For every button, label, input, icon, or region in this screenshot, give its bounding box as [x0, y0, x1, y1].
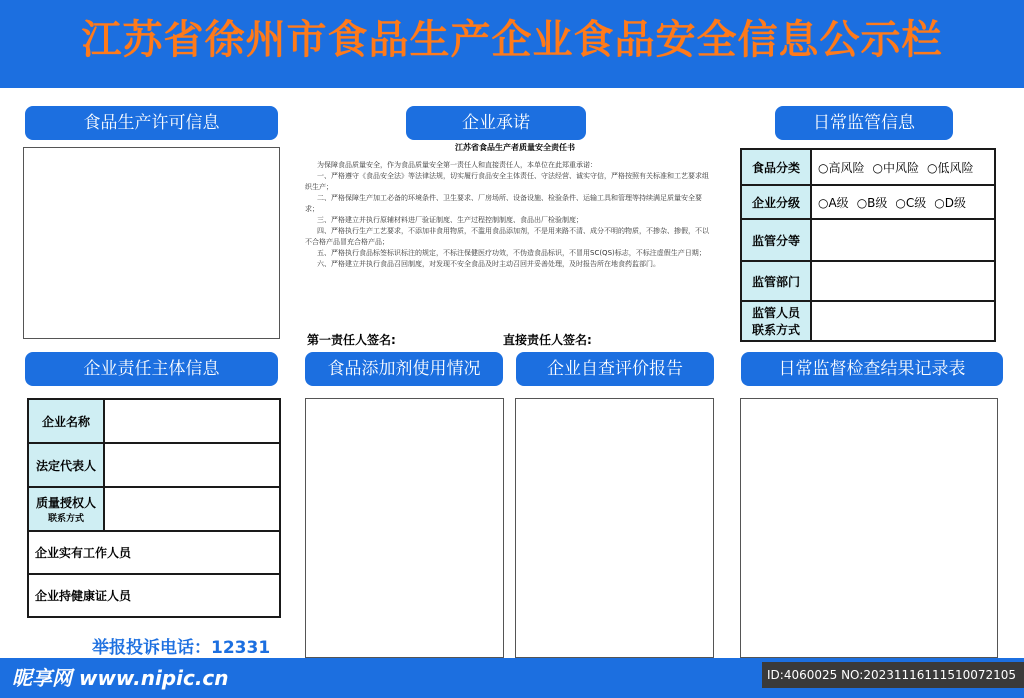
staff-value: [811, 301, 995, 341]
inspection-panel: [740, 398, 998, 658]
license-section-header: 食品生产许可信息: [25, 106, 278, 140]
supervision-table: [740, 148, 996, 342]
watermark-logo: 昵享网 www.nipic.cn: [12, 666, 229, 690]
level-label: 监管分等: [741, 219, 811, 261]
complaint-hotline: 举报投诉电话：12331: [92, 638, 271, 658]
grade-option[interactable]: ○B级: [856, 195, 888, 210]
promise-item: 二、严格保障生产加工必备的环境条件、卫生要求、厂房场所、设备设施、检验条件、运输工具和管理等持续满足质量安全要求；: [305, 194, 702, 213]
inspection-section-header: 日常监督检查结果记录表: [741, 352, 1003, 386]
supervision-section-header: 日常监管信息: [775, 106, 953, 140]
level-value: [811, 219, 995, 261]
category-options: [811, 149, 995, 185]
qa-label-sub: 联系方式: [47, 514, 84, 524]
sign-direct-label: 直接责任人签名:: [503, 333, 592, 347]
promise-section-header: 企业承诺: [406, 106, 586, 140]
legal-rep-value: [104, 443, 280, 487]
watermark-id: ID:4060025 NO:20231116111510072105: [762, 662, 1024, 688]
staff-count-label: 企业实有工作人员: [28, 531, 280, 574]
additives-section-header: 食品添加剂使用情况: [305, 352, 503, 386]
qa-label: [28, 487, 104, 531]
category-option[interactable]: ○低风险: [926, 160, 974, 175]
self-eval-panel: [515, 398, 714, 658]
entity-section-header: 企业责任主体信息: [25, 352, 278, 386]
license-panel: [23, 147, 280, 339]
legal-rep-label: 法定代表人: [28, 443, 104, 487]
entity-table: [27, 398, 281, 618]
promise-doc-title: 江苏省食品生产者质量安全责任书: [455, 143, 575, 152]
qa-value: [104, 487, 280, 531]
promise-item: 一、严格遵守《食品安全法》等法律法规，切实履行食品安全主体责任、守法经营、诚实守信，严格按照有关标准和工艺要求组织生产；: [305, 172, 709, 191]
dept-label: 监管部门: [741, 261, 811, 301]
promise-item: 五、严格执行食品标签标识标注的规定，不标注保健医疗功效，不伪造食品标识，不冒用SC(QS)标志，不标注虚假生产日期；: [317, 249, 706, 257]
grade-option[interactable]: ○A级: [818, 195, 849, 210]
sign-first-label: 第一责任人签名:: [307, 333, 396, 347]
entity-name-value: [104, 399, 280, 443]
qa-label-text: 质量授权人: [35, 496, 96, 510]
staff-label-sub: 联系方式: [751, 323, 800, 337]
grade-options: [811, 185, 995, 219]
promise-item: 六、严格建立并执行食品召回制度，对发现不安全食品及时主动召回并妥善处理，及时报告所在地食药监部门。: [317, 260, 660, 268]
promise-body: [305, 160, 710, 270]
health-cert-label: 企业持健康证人员: [28, 574, 280, 617]
grade-option[interactable]: ○D级: [934, 195, 966, 210]
grade-label: 企业分级: [741, 185, 811, 219]
promise-item: 三、严格建立并执行原辅材料进厂验证制度、生产过程控制制度、食品出厂检验制度；: [317, 216, 583, 224]
category-option[interactable]: ○高风险: [818, 160, 865, 175]
staff-label: [741, 301, 811, 341]
category-option[interactable]: ○中风险: [872, 160, 919, 175]
staff-label-text: 监管人员: [751, 306, 800, 320]
grade-option[interactable]: ○C级: [895, 195, 927, 210]
entity-name-label: 企业名称: [28, 399, 104, 443]
self-eval-section-header: 企业自查评价报告: [516, 352, 714, 386]
promise-intro: 为保障食品质量安全，作为食品质量安全第一责任人和直接责任人，本单位在此郑重承诺：: [317, 161, 597, 169]
dept-value: [811, 261, 995, 301]
page-title: 江苏省徐州市食品生产企业食品安全信息公示栏: [81, 17, 943, 63]
category-label: 食品分类: [741, 149, 811, 185]
promise-item: 四、严格执行生产工艺要求，不添加非食用物质，不滥用食品添加剂，不是用来路不清、成分不明的物质，不掺杂、掺假，不以不合格产品冒充合格产品；: [305, 227, 709, 246]
additives-panel: [305, 398, 504, 658]
